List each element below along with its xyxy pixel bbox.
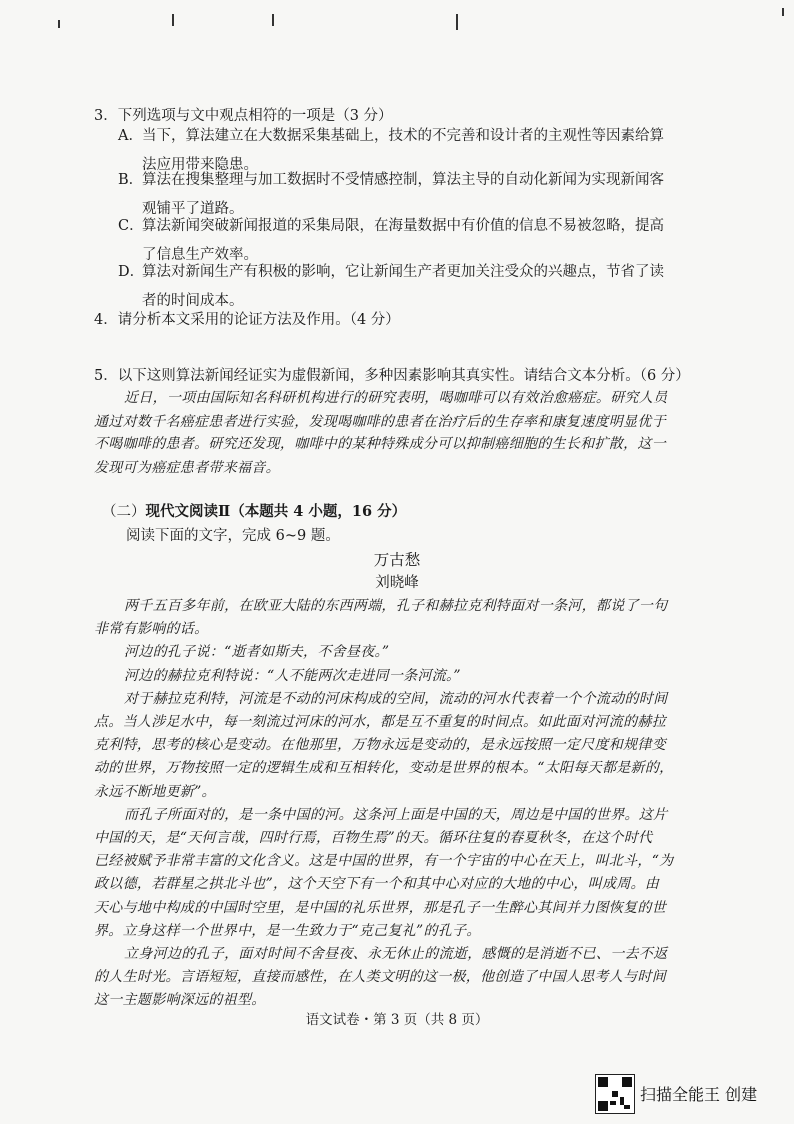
- question-4-stem: 4．请分析本文采用的论证方法及作用。（4 分）: [94, 312, 400, 328]
- article-line: 动的世界，万物按照一定的逻辑生成和互相转化，变动是世界的根本。“太阳每天都是新的，: [94, 760, 674, 777]
- section-heading: [102, 500, 406, 521]
- option-letter: B．: [118, 172, 144, 188]
- article-title: 万古愁: [373, 551, 421, 569]
- watermark-text: 扫描全能王 创建: [640, 1085, 758, 1104]
- article-line: 河边的赫拉克利特说：“人不能两次走进同一条河流。”: [124, 667, 461, 684]
- q5-passage-line: 近日，一项由国际知名科研机构进行的研究表明，喝咖啡可以有效治愈癌症。研究人员: [124, 390, 668, 406]
- article-author: 刘晓峰: [375, 575, 419, 591]
- article-line: 克利特，思考的核心是变动。在他那里，万物永远是变动的，是永远按照一定尺度和规律变: [94, 737, 666, 754]
- q5-passage-line: 不喝咖啡的患者。研究还发现，咖啡中的某种特殊成分可以抑制癌细胞的生长和扩散，这一: [94, 436, 666, 452]
- scan-mark: [172, 14, 174, 26]
- option-text: 当下，算法建立在大数据采集基础上，技术的不完善和设计者的主观性等因素给算: [142, 128, 664, 144]
- section-instruction: 阅读下面的文字，完成 6~9 题。: [126, 528, 340, 544]
- article-line: 已经被赋予非常丰富的文化含义。这是中国的世界，有一个宇宙的中心在天上，叫北斗，“为: [94, 853, 674, 870]
- q5-passage-line: 通过对数千名癌症患者进行实验，发现喝咖啡的患者在治疗后的生存率和康复速度明显优于: [94, 414, 666, 430]
- option-text: 者的时间成本。: [142, 293, 244, 309]
- scan-mark: [782, 8, 784, 16]
- option-text: 法应用带来隐患。: [142, 157, 258, 173]
- article-line: 政以德，若群星之拱北斗也”，这个天空下有一个和其中心对应的大地的中心，叫成周。由: [94, 876, 660, 893]
- question-3-stem: 3．下列选项与文中观点相符的一项是（3 分）: [94, 108, 393, 124]
- option-text: 算法对新闻生产有积极的影响，它让新闻生产者更加关注受众的兴趣点，节省了读: [142, 264, 664, 280]
- q5-passage-line: 发现可为癌症患者带来福音。: [94, 460, 280, 476]
- article-line: 永远不断地更新”。: [94, 783, 216, 800]
- article-line: 这一主题影响深远的祖型。: [94, 992, 266, 1009]
- option-text: 了信息生产效率。: [142, 247, 258, 263]
- option-letter: D．: [118, 264, 145, 280]
- article-line: 非常有影响的话。: [94, 621, 209, 638]
- article-line: 两千五百多年前，在欧亚大陆的东西两端，孔子和赫拉克利特面对一条河，都说了一句: [124, 598, 668, 614]
- article-line: 而孔子所面对的，是一条中国的河。这条河上面是中国的天，周边是中国的世界。这片: [124, 806, 668, 823]
- option-text: 算法在搜集整理与加工数据时不受情感控制，算法主导的自动化新闻为实现新闻客: [142, 172, 664, 188]
- article-line: 点。当人涉足水中，每一刻流过河床的河水，都是互不重复的时间点。如此面对河流的赫拉: [94, 714, 666, 730]
- section-heading-prefix: （二）: [102, 504, 146, 520]
- scan-mark: [58, 20, 60, 28]
- option-text: 观铺平了道路。: [142, 201, 244, 217]
- article-line: 中国的天，是“天何言哉，四时行焉，百物生焉”的天。循环往复的春夏秋冬，在这个时代: [94, 830, 653, 846]
- page-footer: 语文试卷・第 3 页（共 8 页）: [305, 1012, 489, 1028]
- scan-mark: [456, 14, 458, 30]
- article-line: 天心与地中构成的中国时空里，是中国的礼乐世界，那是孔子一生醉心其间并力图恢复的世: [94, 899, 666, 916]
- option-letter: C．: [118, 218, 144, 234]
- scan-mark: [272, 14, 274, 26]
- article-line: 对于赫拉克利特，河流是不动的河床构成的空间，流动的河水代表着一个个流动的时间: [124, 690, 668, 707]
- option-letter: A．: [118, 128, 143, 144]
- question-5-stem: 5．以下这则算法新闻经证实为虚假新闻，多种因素影响其真实性。请结合文本分析。（6 分）: [94, 368, 690, 384]
- section-heading-text: 现代文阅读Ⅱ（本题共 4 小题，16 分）: [145, 503, 407, 520]
- option-text: 算法新闻突破新闻报道的采集局限，在海量数据中有价值的信息不易被忽略，提高: [142, 218, 664, 234]
- article-line: 的人生时光。言语短短，直接而感性，在人类文明的这一极，他创造了中国人思考人与时间: [94, 969, 666, 986]
- article-line: 河边的孔子说：“逝者如斯夫，不舍昼夜。”: [124, 644, 390, 661]
- qr-code-icon: [595, 1074, 635, 1114]
- article-line: 界。立身这样一个世界中，是一生致力于“克己复礼”的孔子。: [94, 922, 481, 939]
- article-line: 立身河边的孔子，面对时间不舍昼夜、永无休止的流逝，感慨的是消逝不已、一去不返: [124, 946, 668, 962]
